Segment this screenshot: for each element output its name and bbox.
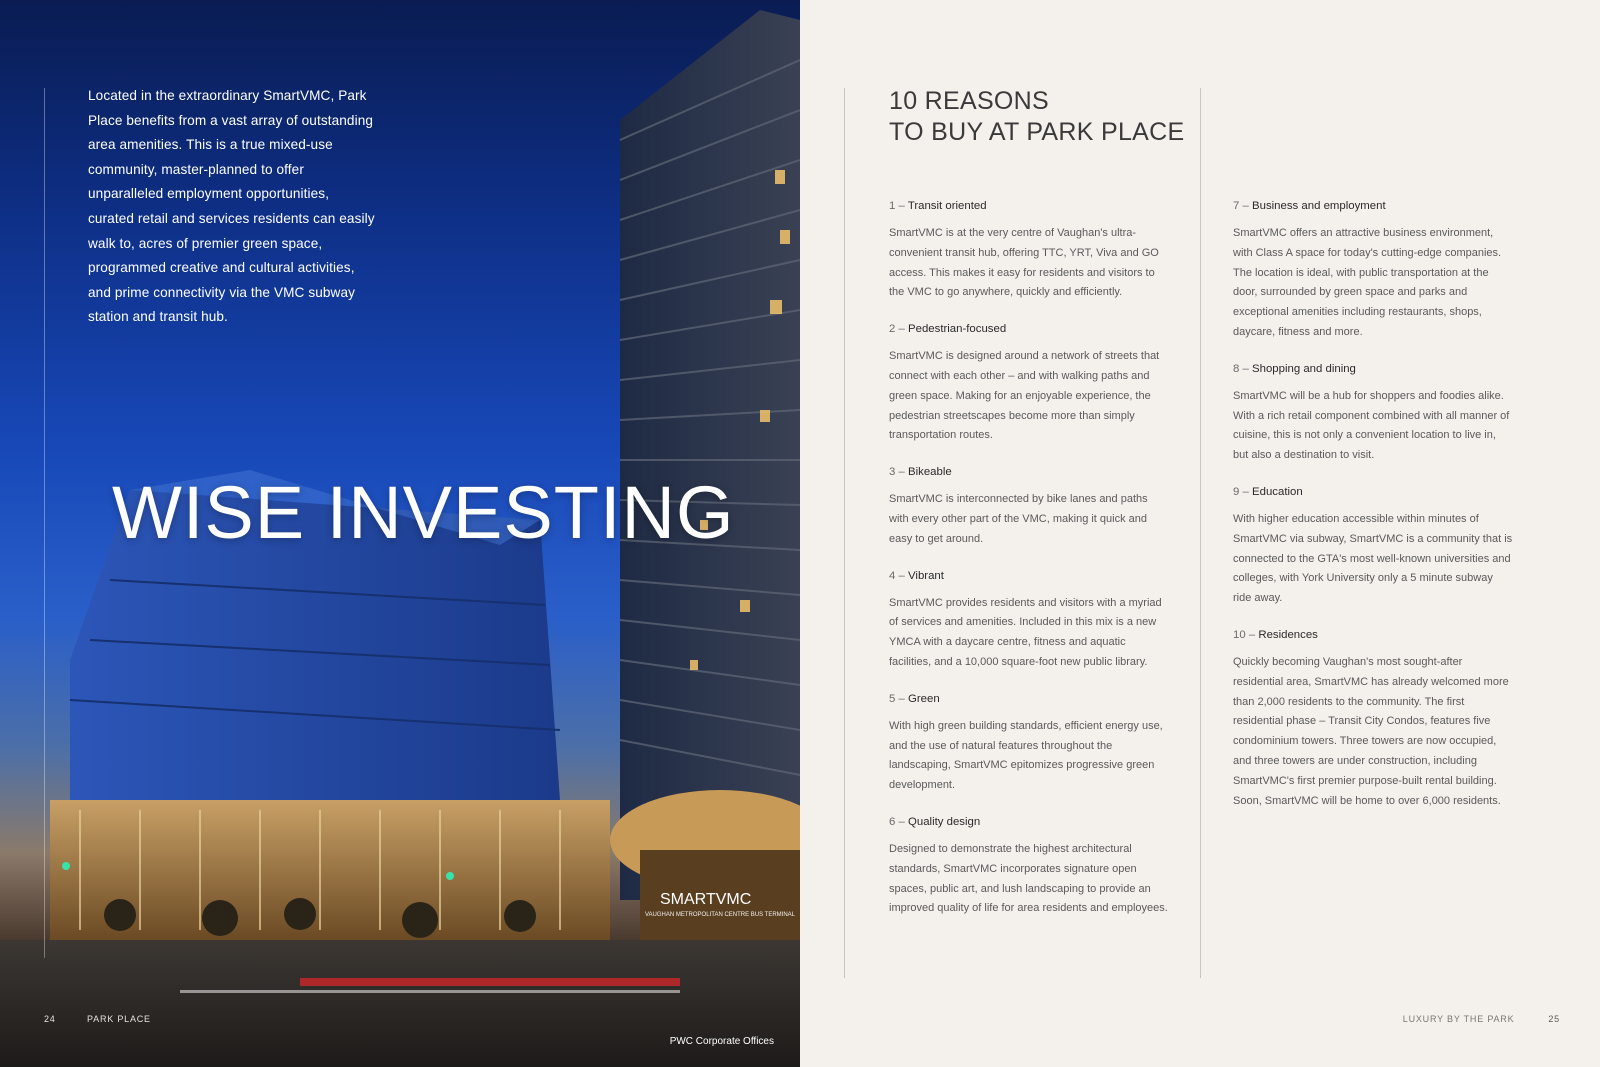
reasons-column-left bbox=[889, 198, 1169, 937]
reason-body: SmartVMC is at the very centre of Vaughan's ultra-convenient transit hub, offering TTC, YRT, Viva and GO access. This makes it easy for residents and visitors to the VMC to go anywhere, quickly and efficiently. bbox=[889, 227, 1159, 299]
reason-title: 4 – Vibrant bbox=[889, 569, 944, 582]
left-page-rule bbox=[44, 88, 45, 958]
reason-item bbox=[1233, 627, 1513, 811]
reason-title: 8 – Shopping and dining bbox=[1233, 362, 1356, 375]
left-page-number: 24 bbox=[44, 1014, 56, 1024]
reason-title: 9 – Education bbox=[1233, 485, 1303, 498]
right-page-rule-1 bbox=[844, 88, 845, 978]
reason-item bbox=[889, 568, 1169, 673]
right-page-number: 25 bbox=[1548, 1014, 1560, 1024]
reasons-heading-line1: 10 REASONS bbox=[889, 87, 1050, 115]
page-title: WISE INVESTING bbox=[112, 471, 735, 554]
reason-body: SmartVMC offers an attractive business environment, with Class A space for today's cutting-edge companies. The location is ideal, with public transportation at the door, surrounded by green space and parks and exceptional amenities including restaurants, shops, daycare, fitness and more. bbox=[1233, 227, 1502, 338]
right-page bbox=[800, 0, 1600, 1067]
right-page-rule-2 bbox=[1200, 88, 1201, 978]
reason-item bbox=[889, 464, 1169, 549]
bus-terminal-subtext: VAUGHAN METROPOLITAN CENTRE BUS TERMINAL bbox=[645, 912, 796, 918]
reason-item bbox=[889, 198, 1169, 303]
reason-item bbox=[1233, 484, 1513, 609]
reason-title: 6 – Quality design bbox=[889, 815, 981, 828]
reason-body: With higher education accessible within minutes of SmartVMC via subway, SmartVMC is a community that is connected to the GTA's most well-known universities and colleges, with York University only a 5 minute subway ride away. bbox=[1233, 512, 1513, 605]
reason-title: 1 – Transit oriented bbox=[889, 200, 987, 212]
reasons-heading-line2: TO BUY AT PARK PLACE bbox=[889, 118, 1185, 146]
photo-caption: PWC Corporate Offices bbox=[669, 1036, 774, 1047]
bus-terminal-sign: SMARTVMC bbox=[660, 891, 752, 908]
reason-body: SmartVMC is interconnected by bike lanes and paths with every other part of the VMC, making it quick and easy to get around. bbox=[889, 493, 1148, 545]
reason-item bbox=[889, 321, 1169, 446]
left-section-name: PARK PLACE bbox=[87, 1014, 151, 1024]
intro-paragraph: Located in the extraordinary SmartVMC, Park Place benefits from a vast array of outstanding area amenities. This is a true mixed-use community, master-planned to offer unparalleled employment opportunities, curated retail and services residents can easily walk to, acres of premier green space, programmed creative and cultural activities, and prime connectivity via the VMC subway station and transit hub. bbox=[88, 88, 375, 325]
right-folio bbox=[1403, 1014, 1560, 1024]
reason-body: SmartVMC provides residents and visitors with a myriad of services and amenities. Included in this mix is a new YMCA with a daycare centre, fitness and aquatic facilities, and a 10,000 square-foot new public library. bbox=[889, 596, 1162, 668]
reason-title: 3 – Bikeable bbox=[889, 466, 952, 479]
reason-title: 5 – Green bbox=[889, 692, 940, 705]
reason-item bbox=[889, 691, 1169, 796]
left-folio bbox=[44, 1014, 151, 1024]
reason-body: Designed to demonstrate the highest architectural standards, SmartVMC incorporates signature open spaces, public art, and lush landscaping to provide an improved quality of life for area residents and employees. bbox=[889, 842, 1168, 915]
reason-item bbox=[889, 814, 1169, 919]
reasons-heading bbox=[889, 86, 1184, 148]
reason-body: Quickly becoming Vaughan's most sought-after residential area, SmartVMC has already welcomed more than 2,000 residents to the community. The first residential phase – Transit City Condos, features five condominium towers. Three towers are now occupied, and three towers are under construction, including SmartVMC's first premier purpose-built rental building. Soon, SmartVMC will be home to over 6,000 residents. bbox=[1233, 655, 1509, 807]
reason-title: 7 – Business and employment bbox=[1233, 200, 1386, 212]
reason-body: With high green building standards, efficient energy use, and the use of natural features throughout the landscaping, SmartVMC epitomizes progressive green development. bbox=[889, 719, 1163, 792]
reason-body: SmartVMC is designed around a network of streets that connect with each other – and with walking paths and green space. Making for an enjoyable experience, the pedestrian streetscapes become more than simply transportation routes. bbox=[889, 350, 1160, 442]
reason-body: SmartVMC will be a hub for shoppers and foodies alike. With a rich retail component combined with all manner of cuisine, this is not only a convenient location to live in, but also a destination to visit. bbox=[1233, 389, 1510, 462]
reasons-column-right bbox=[1233, 198, 1513, 829]
reason-title: 10 – Residences bbox=[1233, 628, 1318, 641]
reason-item bbox=[1233, 361, 1513, 466]
reason-item bbox=[1233, 198, 1513, 343]
right-section-name: LUXURY BY THE PARK bbox=[1402, 1014, 1515, 1024]
reason-title: 2 – Pedestrian-focused bbox=[889, 323, 1007, 336]
